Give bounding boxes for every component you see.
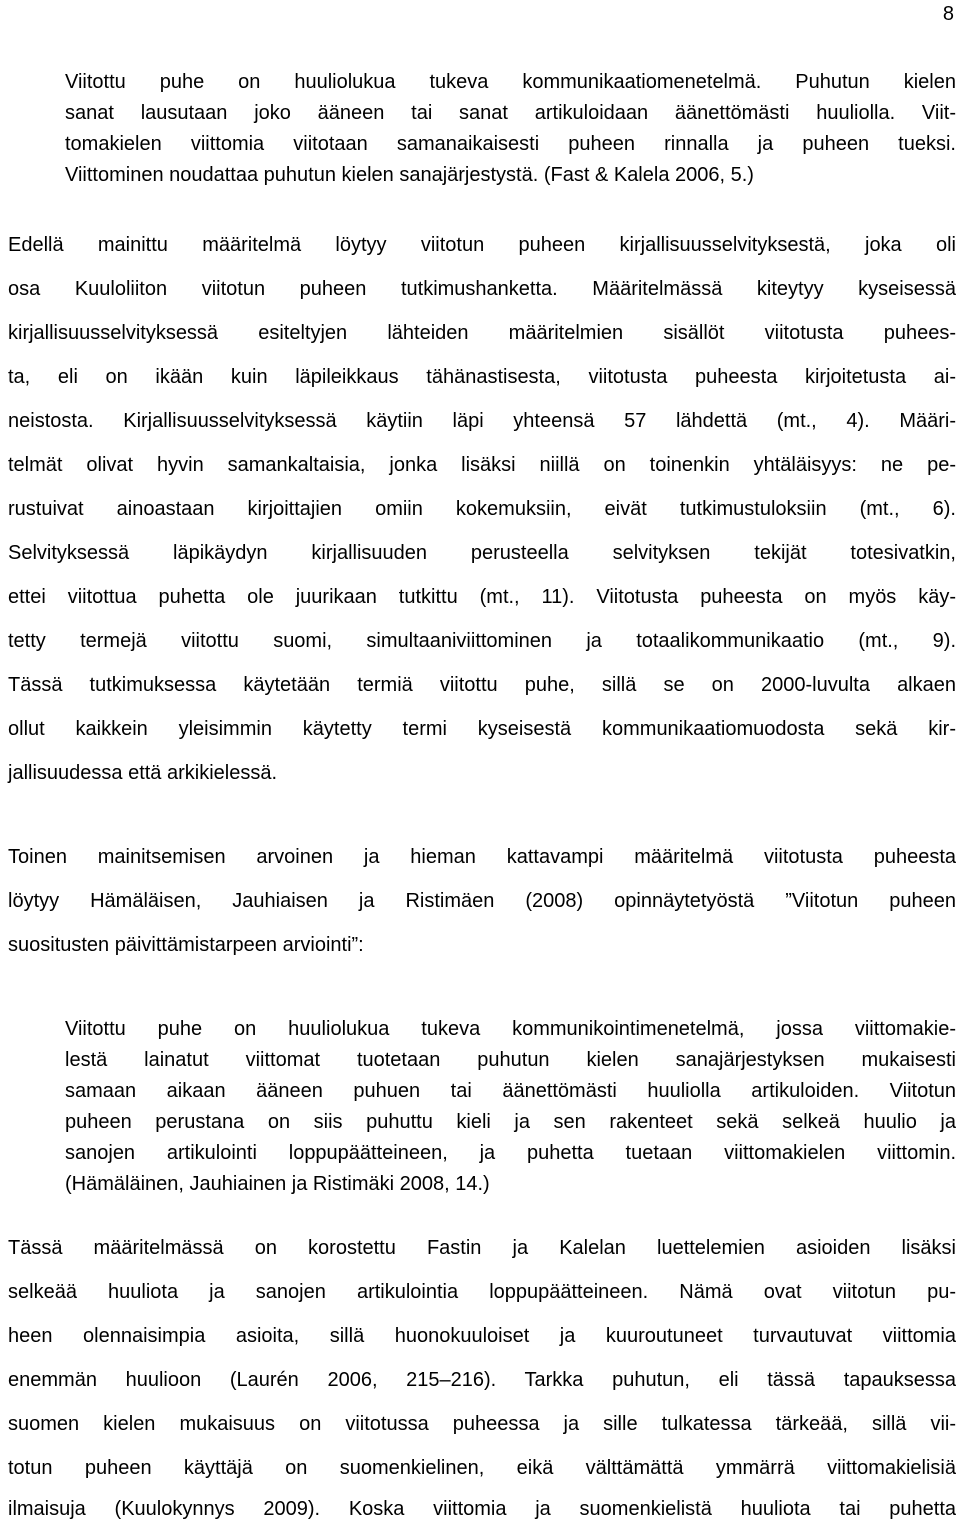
text-line: suositusten päivittämistarpeen arviointi”: xyxy=(8,934,364,956)
text-line: (Hämäläinen, Jauhiainen ja Ristimäki 2008, 14.) xyxy=(65,1173,490,1195)
text-line: selkeää huuliota ja sanojen artikulointia loppupäätteineen. Nämä ovat viitotun pu- xyxy=(8,1281,956,1303)
text-line: jallisuudessa että arkikielessä. xyxy=(8,762,278,784)
text-line: tetty termejä viitottu suomi, simultaaniviittominen ja totaalikommunikaatio (mt., 9). xyxy=(8,630,956,652)
text-line: osa Kuuloliiton viitotun puheen tutkimushanketta. Määritelmässä kiteytyy kyseisessä xyxy=(8,278,956,300)
text-line: sanojen artikulointi loppupäätteineen, ja puhetta tuetaan viittomakielen viittomin. xyxy=(65,1142,956,1164)
text-line: kirjallisuusselvityksessä esiteltyjen lähteiden määritelmien sisällöt viitotusta puhees- xyxy=(8,322,956,344)
text-line: totun puheen käyttäjä on suomenkielinen, eikä välttämättä ymmärrä viittomakielisiä xyxy=(8,1457,956,1479)
text-line: neistosta. Kirjallisuusselvityksessä käytiin läpi yhteensä 57 lähdettä (mt., 4). Määri- xyxy=(8,410,956,432)
text-line: ilmaisuja (Kuulokynnys 2009). Koska viittomia ja suomenkielistä huuliota tai puhetta xyxy=(8,1498,956,1520)
text-line: ollut kaikkein yleisimmin käytetty termi kyseisestä kommunikaatiomuodosta sekä kir- xyxy=(8,718,956,740)
text-line: heen olennaisimpia asioita, sillä huonokuuloiset ja kuuroutuneet turvautuvat viittomia xyxy=(8,1325,956,1347)
text-line: Tässä määritelmässä on korostettu Fastin ja Kalelan luettelemien asioiden lisäksi xyxy=(8,1237,956,1259)
text-line: tomakielen viittomia viitotaan samanaikaisesti puheen rinnalla ja puheen tueksi. xyxy=(65,133,956,155)
text-line: Toinen mainitsemisen arvoinen ja hieman kattavampi määritelmä viitotusta puheesta xyxy=(8,846,956,868)
text-line: Viitottu puhe on huuliolukua tukeva kommunikointimenetelmä, jossa viittomakie- xyxy=(65,1018,956,1040)
text-line: Viittominen noudattaa puhutun kielen sanajärjestystä. (Fast & Kalela 2006, 5.) xyxy=(65,164,754,186)
text-line: ta, eli on ikään kuin läpileikkaus tähänastisesta, viitotusta puheesta kirjoitetusta ai- xyxy=(8,366,956,388)
text-line: puheen perustana on siis puhuttu kieli ja sen rakenteet sekä selkeä huulio ja xyxy=(65,1111,956,1133)
text-line: enemmän huulioon (Laurén 2006, 215–216). Tarkka puhutun, eli tässä tapauksessa xyxy=(8,1369,956,1391)
text-line: sanat lausutaan joko ääneen tai sanat artikuloidaan äänettömästi huuliolla. Viit- xyxy=(65,102,956,124)
text-line: Edellä mainittu määritelmä löytyy viitotun puheen kirjallisuusselvityksestä, joka oli xyxy=(8,234,956,256)
text-line: samaan aikaan ääneen puhuen tai äänettömästi huuliolla artikuloiden. Viitotun xyxy=(65,1080,956,1102)
text-line: lestä lainatut viittomat tuotetaan puhutun kielen sanajärjestyksen mukaisesti xyxy=(65,1049,956,1071)
text-line: löytyy Hämäläisen, Jauhiaisen ja Ristimäen (2008) opinnäytetyöstä ”Viitotun puheen xyxy=(8,890,956,912)
text-line: Viitottu puhe on huuliolukua tukeva kommunikaatiomenetelmä. Puhutun kielen xyxy=(65,71,956,93)
text-line: Selvityksessä läpikäydyn kirjallisuuden perusteella selvityksen tekijät totesivatkin, xyxy=(8,542,956,564)
text-line: rustuivat ainoastaan kirjoittajien omiin kokemuksiin, eivät tutkimustuloksiin (mt., 6). xyxy=(8,498,956,520)
text-line: telmät olivat hyvin samankaltaisia, jonka lisäksi niillä on toinenkin yhtäläisyys: ne pe- xyxy=(8,454,956,476)
text-line: ettei viitottua puhetta ole juurikaan tutkittu (mt., 11). Viitotusta puheesta on myös käy- xyxy=(8,586,956,608)
text-line: suomen kielen mukaisuus on viitotussa puheessa ja sille tulkatessa tärkeää, sillä vii- xyxy=(8,1413,956,1435)
page-number: 8 xyxy=(942,3,954,25)
text-line: Tässä tutkimuksessa käytetään termiä viitottu puhe, sillä se on 2000-luvulta alkaen xyxy=(8,674,956,696)
